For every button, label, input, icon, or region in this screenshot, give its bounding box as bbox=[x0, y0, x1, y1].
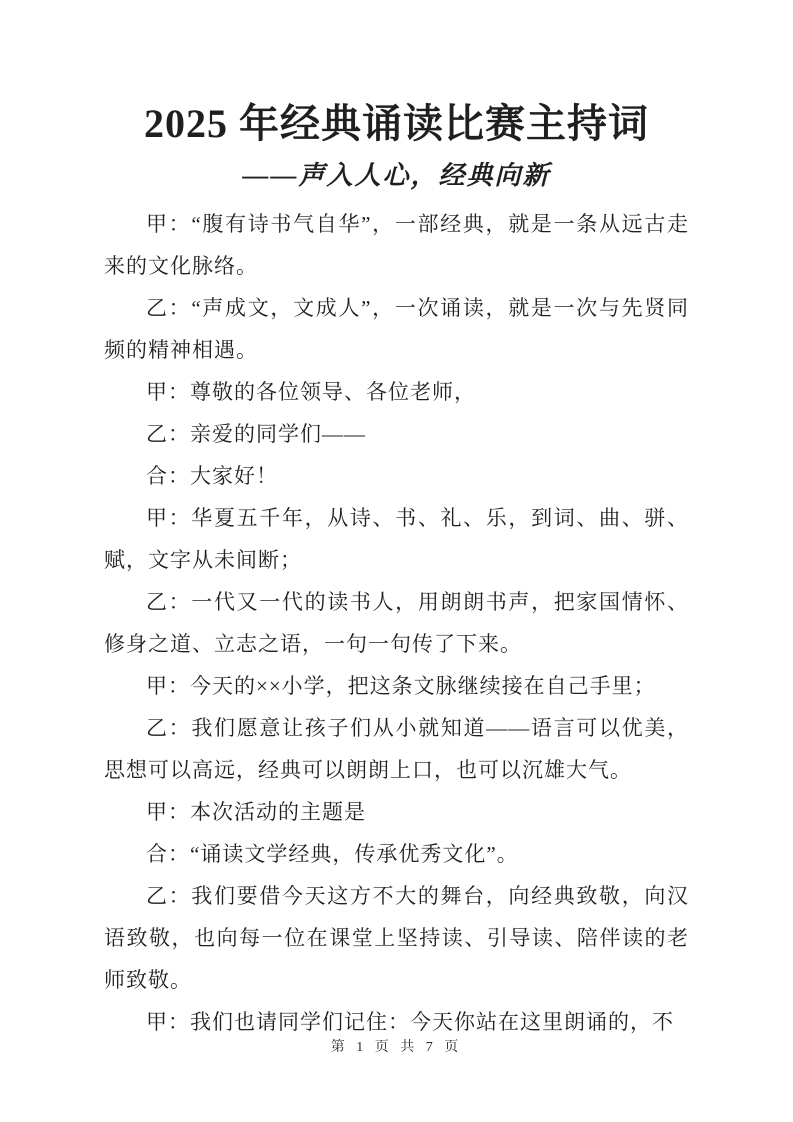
paragraph: 合：大家好！ bbox=[146, 464, 278, 488]
document-subtitle: ——声入人心，经典向新 bbox=[242, 161, 551, 190]
paragraph: 甲：今天的××小学，把这条文脉继续接在自己手里； bbox=[146, 674, 656, 698]
document-body bbox=[104, 203, 689, 1043]
paragraph: 甲：华夏五千年，从诗、书、礼、乐，到词、曲、骈、赋，文字从未间断； bbox=[104, 506, 689, 572]
paragraph: 乙：一代又一代的读书人，用朗朗书声，把家国情怀、修身之道、立志之语，一句一句传了下来。 bbox=[104, 590, 689, 656]
paragraph: 乙：我们愿意让孩子们从小就知道——语言可以优美，思想可以高远，经典可以朗朗上口，也可以沉雄大气。 bbox=[104, 716, 689, 782]
paragraph: 甲：“腹有诗书气自华”，一部经典，就是一条从远古走来的文化脉络。 bbox=[104, 212, 689, 278]
page-number-footer: 第 1 页 共 7 页 bbox=[330, 1040, 463, 1055]
paragraph: 合：“诵读文学经典，传承优秀文化”。 bbox=[146, 842, 519, 866]
paragraph: 甲：我们也请同学们记住：今天你站在这里朗诵的，不 bbox=[146, 1010, 674, 1034]
paragraph: 甲：本次活动的主题是 bbox=[146, 800, 366, 824]
document-title: 2025 年经典诵读比赛主持词 bbox=[144, 101, 649, 146]
paragraph: 乙：“声成文，文成人”，一次诵读，就是一次与先贤同频的精神相遇。 bbox=[104, 296, 689, 362]
paragraph: 乙：我们要借今天这方不大的舞台，向经典致敬，向汉语致敬，也向每一位在课堂上坚持读、引导读、陪伴读的老师致敬。 bbox=[104, 884, 689, 992]
paragraph: 乙：亲爱的同学们—— bbox=[146, 422, 366, 446]
paragraph: 甲：尊敬的各位领导、各位老师， bbox=[146, 380, 476, 404]
